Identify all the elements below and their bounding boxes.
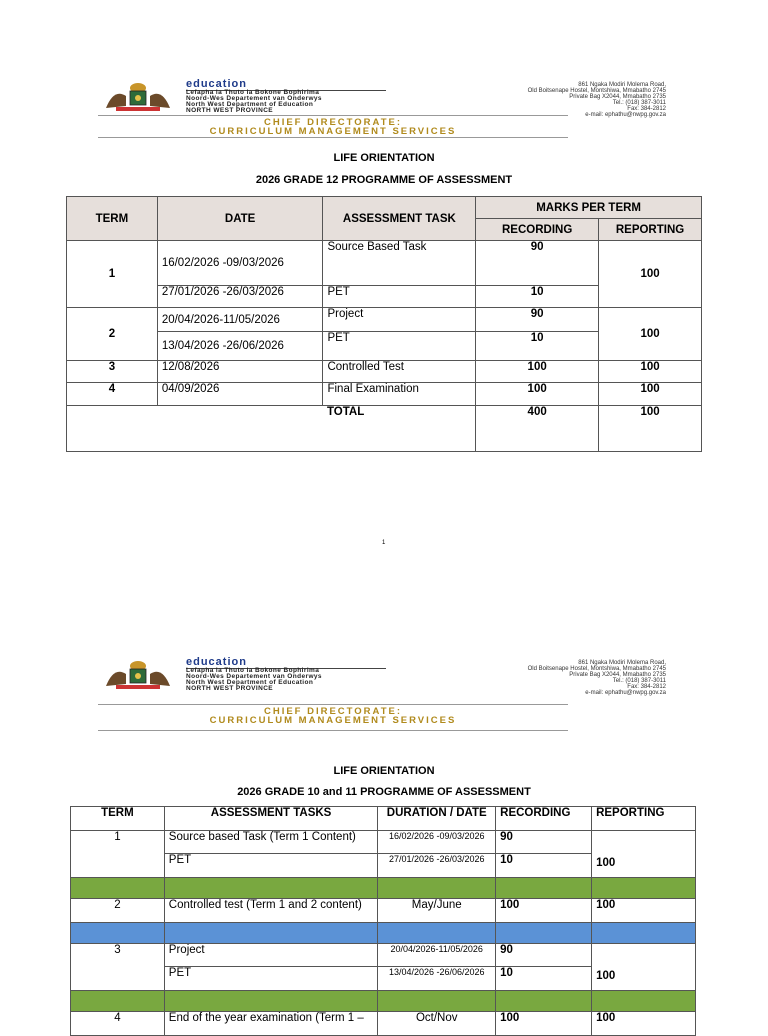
cell-term: 3 [71, 944, 165, 991]
table-row [67, 383, 702, 406]
col-header-reporting: REPORTING [592, 807, 696, 831]
letterhead-line: NORTH WEST PROVINCE [186, 685, 274, 692]
term-separator-blue [71, 923, 696, 944]
cell-recording: 90 [496, 831, 592, 854]
cell-recording: 10 [476, 286, 599, 308]
cell-task: Project [164, 944, 378, 967]
cms-title: CURRICULUM MANAGEMENT SERVICES [209, 715, 457, 726]
cell-task: Project [323, 308, 476, 332]
cell-recording: 10 [476, 332, 599, 361]
table-row [67, 308, 702, 332]
cell-recording: 10 [496, 967, 592, 991]
cell-recording: 90 [496, 944, 592, 967]
cell-total-reporting: 100 [599, 406, 702, 452]
cell-task: Controlled Test [323, 361, 476, 383]
cell-total-recording: 400 [476, 406, 599, 452]
grade10-11-assessment-table [70, 806, 696, 1036]
cell-task: End of the year examination (Term 1 – [164, 1012, 378, 1036]
cell-term: 1 [67, 241, 158, 308]
col-header-duration: DURATION / DATE [378, 807, 496, 831]
cell-date: 13/04/2026 -26/06/2026 [157, 332, 323, 361]
col-header-tasks: ASSESSMENT TASKS [164, 807, 378, 831]
table-row [67, 361, 702, 383]
cell-task: Final Examination [323, 383, 476, 406]
cell-term: 4 [67, 383, 158, 406]
table-row [71, 831, 696, 854]
address-line: e-mail: ephathu@nwpg.gov.za [585, 690, 666, 696]
page-title: 2026 GRADE 12 PROGRAMME OF ASSESSMENT [255, 174, 513, 186]
total-row [67, 406, 702, 452]
term-separator-green [71, 878, 696, 899]
page-number: 1 [382, 540, 386, 546]
education-wordmark: education [186, 78, 247, 90]
address-line: Old Boitsenape Hostel, Montshiwa, Mmabatho 2745 [527, 666, 666, 672]
letterhead-line: Lefapha la Thuto la Bokone Bophirima [186, 667, 320, 674]
col-header-task: ASSESSMENT TASK [323, 197, 476, 241]
cell-date: May/June [378, 899, 496, 923]
cell-date: Oct/Nov [378, 1012, 496, 1036]
col-header-term: TERM [71, 807, 165, 831]
cell-task: Controlled test (Term 1 and 2 content) [164, 899, 378, 923]
education-wordmark: education [186, 656, 247, 668]
cell-reporting: 100 [599, 383, 702, 406]
cell-recording: 100 [476, 361, 599, 383]
letterhead-line: Lefapha la Thuto la Bokone Bophirima [186, 89, 320, 96]
cell-task: Source based Task (Term 1 Content) [164, 831, 378, 854]
letterhead-line: North West Department of Education [186, 679, 314, 686]
cell-recording: 100 [476, 383, 599, 406]
address-line: Private Bag X2044, Mmabatho 2735 [569, 94, 666, 100]
cell-reporting: 100 [599, 241, 702, 308]
coat-of-arms-icon [96, 82, 180, 112]
cell-term: 4 [71, 1012, 165, 1036]
address-line: Tel.: (018) 387-3011 [612, 678, 666, 684]
table-row [71, 899, 696, 923]
cms-title: CURRICULUM MANAGEMENT SERVICES [209, 126, 457, 137]
cell-date: 27/01/2026 -26/03/2026 [378, 854, 496, 878]
address-line: e-mail: ephathu@nwpg.gov.za [585, 112, 666, 118]
grade12-assessment-table [66, 196, 702, 452]
page-title: 2026 GRADE 10 and 11 PROGRAMME OF ASSESSMENT [237, 786, 531, 798]
cell-reporting: 100 [599, 361, 702, 383]
chief-directorate: CHIEF DIRECTORATE: [263, 706, 403, 717]
col-header-recording: RECORDING [476, 219, 599, 241]
chief-directorate: CHIEF DIRECTORATE: [263, 117, 403, 128]
col-header-date: DATE [157, 197, 323, 241]
cell-term: 3 [67, 361, 158, 383]
cell-date: 12/08/2026 [157, 361, 323, 383]
cell-term: 2 [71, 899, 165, 923]
cell-term: 2 [67, 308, 158, 361]
letterhead-line: North West Department of Education [186, 101, 314, 108]
cell-date: 20/04/2026-11/05/2026 [157, 308, 323, 332]
address-line: Fax: 384-2812 [627, 684, 666, 690]
cell-term: 1 [71, 831, 165, 878]
address-line: 861 Ngaka Modiri Molema Road, [578, 660, 666, 666]
letterhead-line: NORTH WEST PROVINCE [186, 107, 274, 114]
address-line: 861 Ngaka Modiri Molema Road, [578, 82, 666, 88]
cell-reporting: 100 [592, 899, 696, 923]
cell-total-label: TOTAL [323, 406, 476, 452]
cell-reporting: 100 [592, 944, 696, 991]
cell-task: PET [323, 332, 476, 361]
cell-task: PET [323, 286, 476, 308]
subject-heading: LIFE ORIENTATION [333, 765, 435, 777]
cell-reporting: 100 [592, 1012, 696, 1036]
col-header-recording: RECORDING [496, 807, 592, 831]
coat-of-arms-icon [96, 660, 180, 690]
letterhead-line: Noord-Wes Departement van Onderwys [186, 95, 322, 102]
letterhead-line: Noord-Wes Departement van Onderwys [186, 673, 322, 680]
col-header-term: TERM [67, 197, 158, 241]
cell-date: 27/01/2026 -26/03/2026 [157, 286, 323, 308]
col-header-marks: MARKS PER TERM [476, 197, 702, 219]
cell-recording: 90 [476, 308, 599, 332]
cell-reporting: 100 [592, 831, 696, 878]
address-line: Old Boitsenape Hostel, Montshiwa, Mmabatho 2745 [527, 88, 666, 94]
subject-heading: LIFE ORIENTATION [333, 152, 435, 164]
cell-date: 04/09/2026 [157, 383, 323, 406]
col-header-reporting: REPORTING [599, 219, 702, 241]
cell-recording: 90 [476, 241, 599, 286]
cell-task: PET [164, 967, 378, 991]
cell-recording: 100 [496, 899, 592, 923]
table-row [67, 241, 702, 286]
cell-task: PET [164, 854, 378, 878]
cell-reporting: 100 [599, 308, 702, 361]
cell-recording: 100 [496, 1012, 592, 1036]
term-separator-green [71, 991, 696, 1012]
address-line: Private Bag X2044, Mmabatho 2735 [569, 672, 666, 678]
cell-date: 20/04/2026-11/05/2026 [378, 944, 496, 967]
cell-recording: 10 [496, 854, 592, 878]
address-line: Tel.: (018) 387-3011 [612, 100, 666, 106]
address-line: Fax: 384-2812 [627, 106, 666, 112]
cell-task: Source Based Task [323, 241, 476, 286]
cell-date: 16/02/2026 -09/03/2026 [157, 241, 323, 286]
table-row [71, 944, 696, 967]
cell-date: 13/04/2026 -26/06/2026 [378, 967, 496, 991]
cell-date: 16/02/2026 -09/03/2026 [378, 831, 496, 854]
